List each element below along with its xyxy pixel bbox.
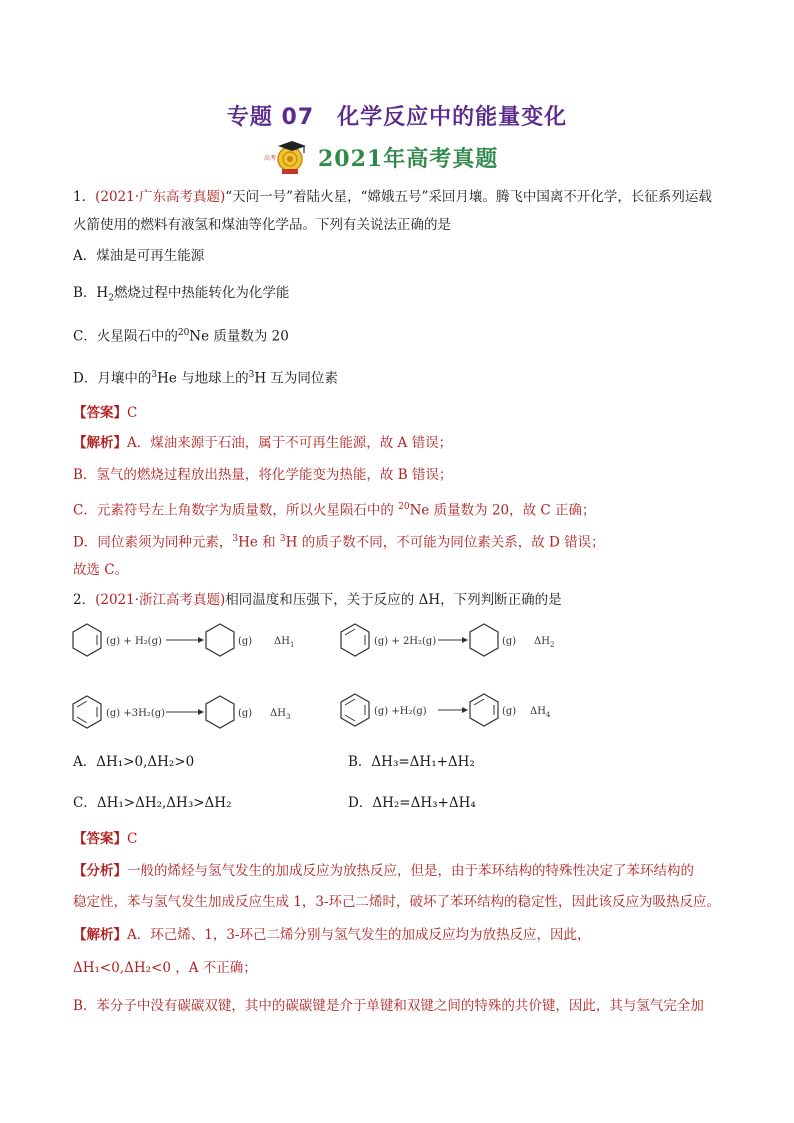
q1-analysis-d: D．同位素须为同种元素，$^3$He 和 $^3$H 的质子数不同，不可能为同位素关系，故 D 错误； [73,534,605,551]
svg-text:(g): (g) [502,636,517,647]
reaction-1-reactant: (g) + H₂(g) [106,636,162,647]
dh2-label: $\Delta H_2$ [534,636,555,649]
reaction-3-reactant: (g) +3H₂(g) [106,708,166,719]
svg-text:(g): (g) [502,706,517,717]
q2-source: (2021·浙江高考真题) [95,592,226,608]
dh4-label: $\Delta H_4$ [530,706,551,719]
year-banner [262,138,498,176]
q1-option-c: C．火星陨石中的$^{20}$Ne 质量数为 20 [73,328,289,345]
q1-stem-text1: “天问一号”着陆火星，“嫦娥五号”采回月壤。腾飞中国离不开化学，长征系列运载 [225,189,712,205]
q1-analysis-a: 【解析】A．煤油来源于石油，属于不可再生能源，故 A 错误； [73,435,453,451]
q1-option-b: B．$H_2$燃烧过程中热能转化为化学能 [73,285,290,304]
reaction-1 [70,620,310,660]
reaction-4-reactant: (g) +H₂(g) [374,706,427,717]
banner-heading: 2021年高考真题 [318,145,499,172]
cyclohexane-ring [206,624,234,656]
q1-answer: 【答案】C [73,405,138,421]
q1-source: (2021·广东高考真题) [95,189,226,205]
q2-option-c: C．ΔH₁>ΔH₂,ΔH₃>ΔH₂ [73,795,232,811]
q1-stem-line2: 火箭使用的燃料有液氢和煤油等化学品。下列有关说法正确的是 [73,217,451,233]
reaction-2-reactant: (g) + 2H₂(g) [374,636,437,647]
q2-answer: 【答案】C [73,831,138,847]
q1-conclusion: 故选 C。 [73,562,129,578]
svg-text:(g): (g) [238,636,253,647]
q2-stem: 2．(2021·浙江高考真题)相同温度和压强下，关于反应的 ΔH，下列判断正确的是 [73,592,562,608]
q2-analysis-intro-line2: 稳定性，苯与氢气发生加成反应生成 1，3-环己二烯时，破坏了苯环结构的稳定性，因此该反应为吸热反应。 [73,894,721,910]
reaction-2 [338,620,568,660]
q2-solution-a-line1: 【解析】A．环己烯、1，3-环己二烯分别与氢气发生的加成反应均为放热反应，因此， [73,927,591,943]
q2-solution-b: B．苯分子中没有碳碳双键，其中的碳碳键是介于单键和双键之间的特殊的共价键，因此，其与氢气完全加 [73,998,704,1014]
q1-stem-line1 [73,187,712,207]
q1-number: 1． [73,189,96,205]
scholar-mascot-icon [262,138,308,176]
q1-option-a: A．煤油是可再生能源 [73,248,205,264]
q2-solution-a-line2: ΔH₁<0,ΔH₂<0 ，A 不正确； [73,960,257,976]
reaction-4 [338,690,568,730]
svg-text:高考: 高考 [264,155,277,162]
q2-option-a: A．ΔH₁>0,ΔH₂>0 [73,754,195,770]
dh1-label: $\Delta H_1$ [274,636,295,649]
dh3-label: $\Delta H_3$ [270,708,291,721]
q1-analysis-b: B．氢气的燃烧过程放出热量，将化学能变为热能，故 B 错误； [73,467,453,483]
q1-analysis-c: C．元素符号左上角数字为质量数，所以火星陨石中的 $^{20}$Ne 质量数为 20，故 C 正确； [73,502,596,519]
q2-option-d: D．ΔH₂=ΔH₃+ΔH₄ [348,795,476,811]
page-title: 专题 07 化学反应中的能量变化 [226,105,568,130]
q2-option-b: B．ΔH₃=ΔH₁+ΔH₂ [348,754,475,770]
q2-analysis-intro-line1: 【分析】一般的烯烃与氢气发生的加成反应为放热反应，但是，由于苯环结构的特殊性决定了苯环结构的 [73,863,694,879]
reaction-3 [70,692,310,732]
q1-option-d: D．月壤中的$^3$He 与地球上的$^3$H 互为同位素 [73,370,338,387]
svg-text:(g): (g) [238,708,253,719]
